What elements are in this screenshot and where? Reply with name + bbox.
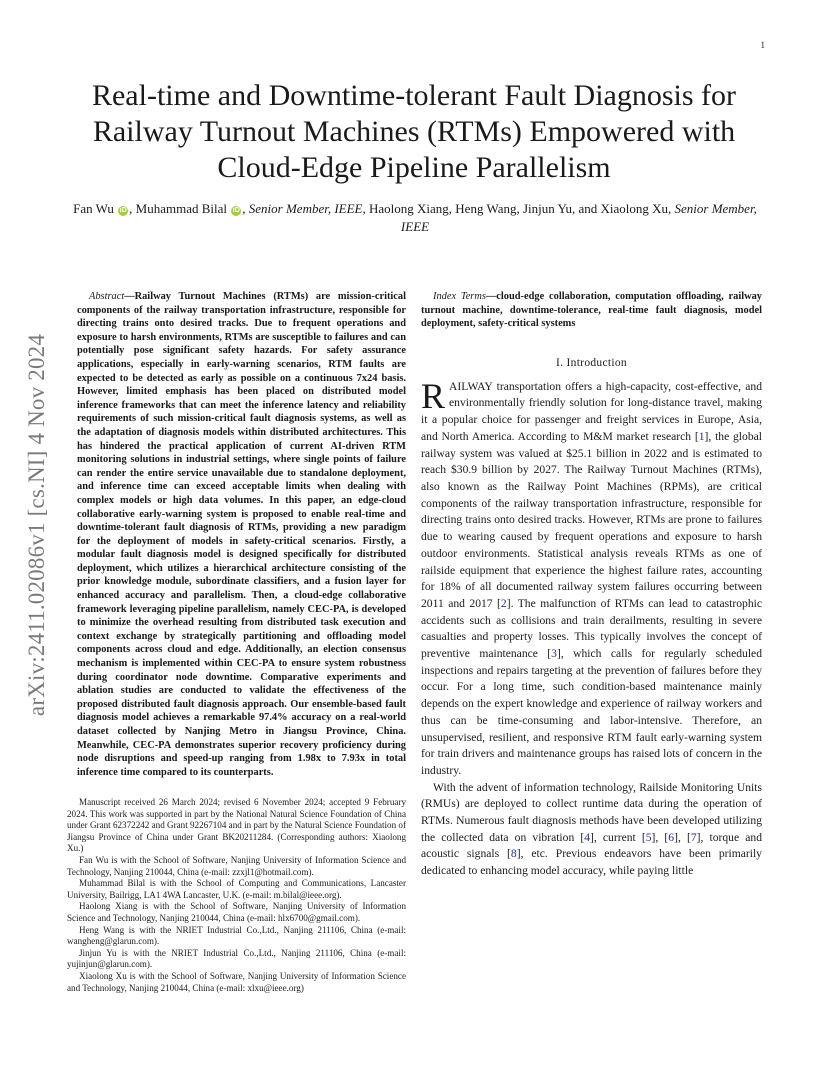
- intro-paragraph: [421, 780, 762, 880]
- footnote-affiliation: Muhammad Bilal is with the School of Computing and Communications, Lancaster University, Bailrigg, LA1 4WA Lancaster, U.K. (e-mail: m.bilal@ieee.org).: [67, 878, 406, 900]
- footnote-manuscript: Manuscript received 26 March 2024; revised 6 November 2024; accepted 9 February 2024. This work was supported in part by the National Natural Science Foundation of China under Grant 62372242 and Grant 92267104 and in part by the Natural Science Foundation of Jiangsu Province of China under Grant BK20211284. (Corresponding authors: Xiaolong Xu.): [67, 797, 406, 854]
- footnote-affiliation: Heng Wang is with the NRIET Industrial Co.,Ltd., Nanjing 211106, China (e-mail: wangheng@glarun.com).: [67, 924, 406, 947]
- index-terms: [421, 290, 762, 331]
- author-muhammad-bilal: , Muhammad Bilal: [129, 201, 228, 216]
- footnote-affiliation: Haolong Xiang is with the School of Software, Nanjing University of Information Science and Technology, Nanjing 210044, China (e-mail: hlx6700@gmail.com).: [67, 901, 406, 923]
- intro-text: ], etc. Previous endeavors have been primarily dedicated to enhancing model accuracy, while paying little: [421, 847, 762, 878]
- abstract-text: —Railway Turnout Machines (RTMs) are mission-critical components of the railway transportation infrastructure, responsible for directing trains onto desired tracks. Due to frequent operations and exposure to harsh environments, RTMs are susceptible to failures and can potentially pose significant safety hazards. For safety assurance applications, especially in early-warning scenarios, RTM faults are expected to be detected as early as possible on a continuous 7x24 basis. However, limited emphasis has been placed on distributed model inference frameworks that can meet the inference latency and reliability requirements of such mission-critical fault diagnosis systems, as well as the adaptation of diagnosis models within distributed architectures. This has hindered the practical application of current AI-driven RTM monitoring solutions in industrial settings, where single points of failure can render the entire service unavailable due to standalone deployment, and inference time can exceed acceptable limits when dealing with complex models or high data volumes. In this paper, an edge-cloud collaborative early-warning system is proposed to enable real-time and downtime-tolerant fault diagnosis of RTMs, providing a new paradigm for the deployment of models in safety-critical scenarios. Firstly, a modular fault diagnosis model is designed specifically for distributed deployment, which utilizes a hierarchical architecture consisting of the prior knowledge module, subordinate classifiers, and a fusion layer for enhanced accuracy and parallelism. Then, a cloud-edge collaborative framework leveraging pipeline parallelism, namely CEC-PA, is developed to minimize the overhead resulting from distributed task execution and context exchange by strategically partitioning and offloading model components across cloud and edge. Additionally, an election consensus mechanism is implemented within CEC-PA to ensure system robustness during coordinator node downtime. Comparative experiments and ablation studies are conducted to validate the effectiveness of the proposed distributed fault diagnosis approach. Our ensemble-based fault diagnosis model achieves a remarkable 97.4% accuracy on a real-world dataset collected by Nanjing Metro in Jiangsu Province, China. Meanwhile, CEC-PA demonstrates superior recovery proficiency during node disruptions and speed-up ranging from 1.98x to 7.93x in total inference time compared to its counterparts.: [77, 291, 406, 778]
- left-column: [77, 290, 406, 779]
- abstract-label: Abstract: [89, 291, 125, 302]
- arxiv-stamp-text: arXiv:2411.02086v1 [cs.NI] 4 Nov 2024: [24, 333, 49, 717]
- citation-link[interactable]: 5: [645, 830, 652, 844]
- paper-title: Real-time and Downtime-tolerant Fault Diagnosis for Railway Turnout Machines (RTMs) Empowered with Cloud-Edge Pipeline Parallelism: [91, 79, 737, 184]
- intro-text: ]. The malfunction of RTMs can lead to catastrophic accidents such as collisions and train derailments, resulting in severe casualties and property losses. This typically involves the concept of preventive maintenance [: [421, 596, 762, 661]
- citation-link[interactable]: 7: [690, 830, 697, 844]
- section-heading: I. Introduction: [556, 356, 627, 369]
- footnote-affiliation: Jinjun Yu is with the NRIET Industrial Co.,Ltd., Nanjing 211106, China (e-mail: yujinjun@glarun.com).: [67, 947, 406, 970]
- intro-text: ], which calls for regularly scheduled inspections and repairs targeting at the prevention of failures before they occur. For a long time, such condition-based maintenance mainly depends on the expert knowledge and experience of railway workers and thus can be time-consuming and labor-intensive. Therefore, an unsupervised, resilient, and responsive RTM fault early-warning system for train drivers and maintenance groups has raised lots of concern in the industry.: [421, 647, 762, 777]
- footnotes: [67, 797, 406, 994]
- page-number: 1: [760, 40, 765, 50]
- citation-link[interactable]: 1: [698, 429, 705, 443]
- citation-link[interactable]: 3: [551, 647, 557, 661]
- citation-link[interactable]: 4: [584, 830, 591, 844]
- author-role: Senior Member, IEEE: [400, 201, 757, 234]
- intro-text: ], the global railway system was valued at $25.1 billion in 2022 and is estimated to reach $30.9 billion by 2027. The Railway Turnout Machines (RTMs), also known as the Railway Point Machines (RPMs), are critical components of the railway transportation infrastructure, responsible for directing trains onto desired tracks. However, RTMs are prone to failures due to wearing caused by frequent operations and exposure to harsh outdoor environments. Statistical analysis reveals RTMs as one of railside equipment that experience the highest failure rates, accounting for 18% of all documented railway system failures occurring between 2011 and 2017 [: [421, 429, 762, 610]
- author-others: Haolong Xiang, Heng Wang, Jinjun Yu, and Xiaolong Xu,: [365, 201, 672, 216]
- orcid-icon[interactable]: iD: [232, 207, 240, 214]
- intro-text: With the advent of information technology, Railside Monitoring Units (RMUs) are deployed to collect runtime data during the operation of RTMs. Numerous fault diagnosis methods have been developed utilizing the collected data on vibration [: [421, 780, 762, 844]
- arxiv-stamp: [22, 295, 52, 755]
- author-role: , Senior Member, IEEE,: [242, 201, 366, 216]
- footnote-affiliation: Xiaolong Xu is with the School of Software, Nanjing University of Information Science and Technology, Nanjing 210044, China (e-mail: xlxu@ieee.org): [67, 970, 406, 993]
- index-terms-label: Index Terms: [433, 291, 486, 302]
- orcid-icon[interactable]: iD: [119, 207, 127, 214]
- author-list: [70, 200, 760, 236]
- intro-text: RAILWAY transportation offers a high-capacity, cost-effective, and environmentally friendly solution for long-distance travel, making it a popular choice for passenger and freight services in Europe, Asia, and North America. According to M&M market research [: [421, 375, 762, 443]
- index-terms-text: —cloud-edge collaboration, computation offloading, railway turnout machine, downtime-tolerance, real-time fault diagnosis, model deployment, safety-critical systems: [421, 291, 762, 330]
- intro-text: ], [: [674, 830, 691, 844]
- intro-paragraph: [421, 375, 762, 780]
- citation-link[interactable]: 8: [510, 847, 517, 861]
- citation-link[interactable]: 6: [668, 830, 675, 844]
- intro-text: ], [: [651, 830, 669, 844]
- intro-text: ], torque and acoustic signals [: [421, 830, 762, 861]
- author-fan-wu: Fan Wu: [73, 201, 114, 216]
- intro-text: ], current [: [590, 830, 646, 844]
- footnote-affiliation: Fan Wu is with the School of Software, Nanjing University of Information Science and Technology, Nanjing 210044, China (e-mail: zzxjl1@hotmail.com).: [67, 854, 406, 877]
- citation-link[interactable]: 2: [500, 596, 507, 610]
- abstract: [77, 290, 406, 779]
- right-column: [421, 290, 762, 880]
